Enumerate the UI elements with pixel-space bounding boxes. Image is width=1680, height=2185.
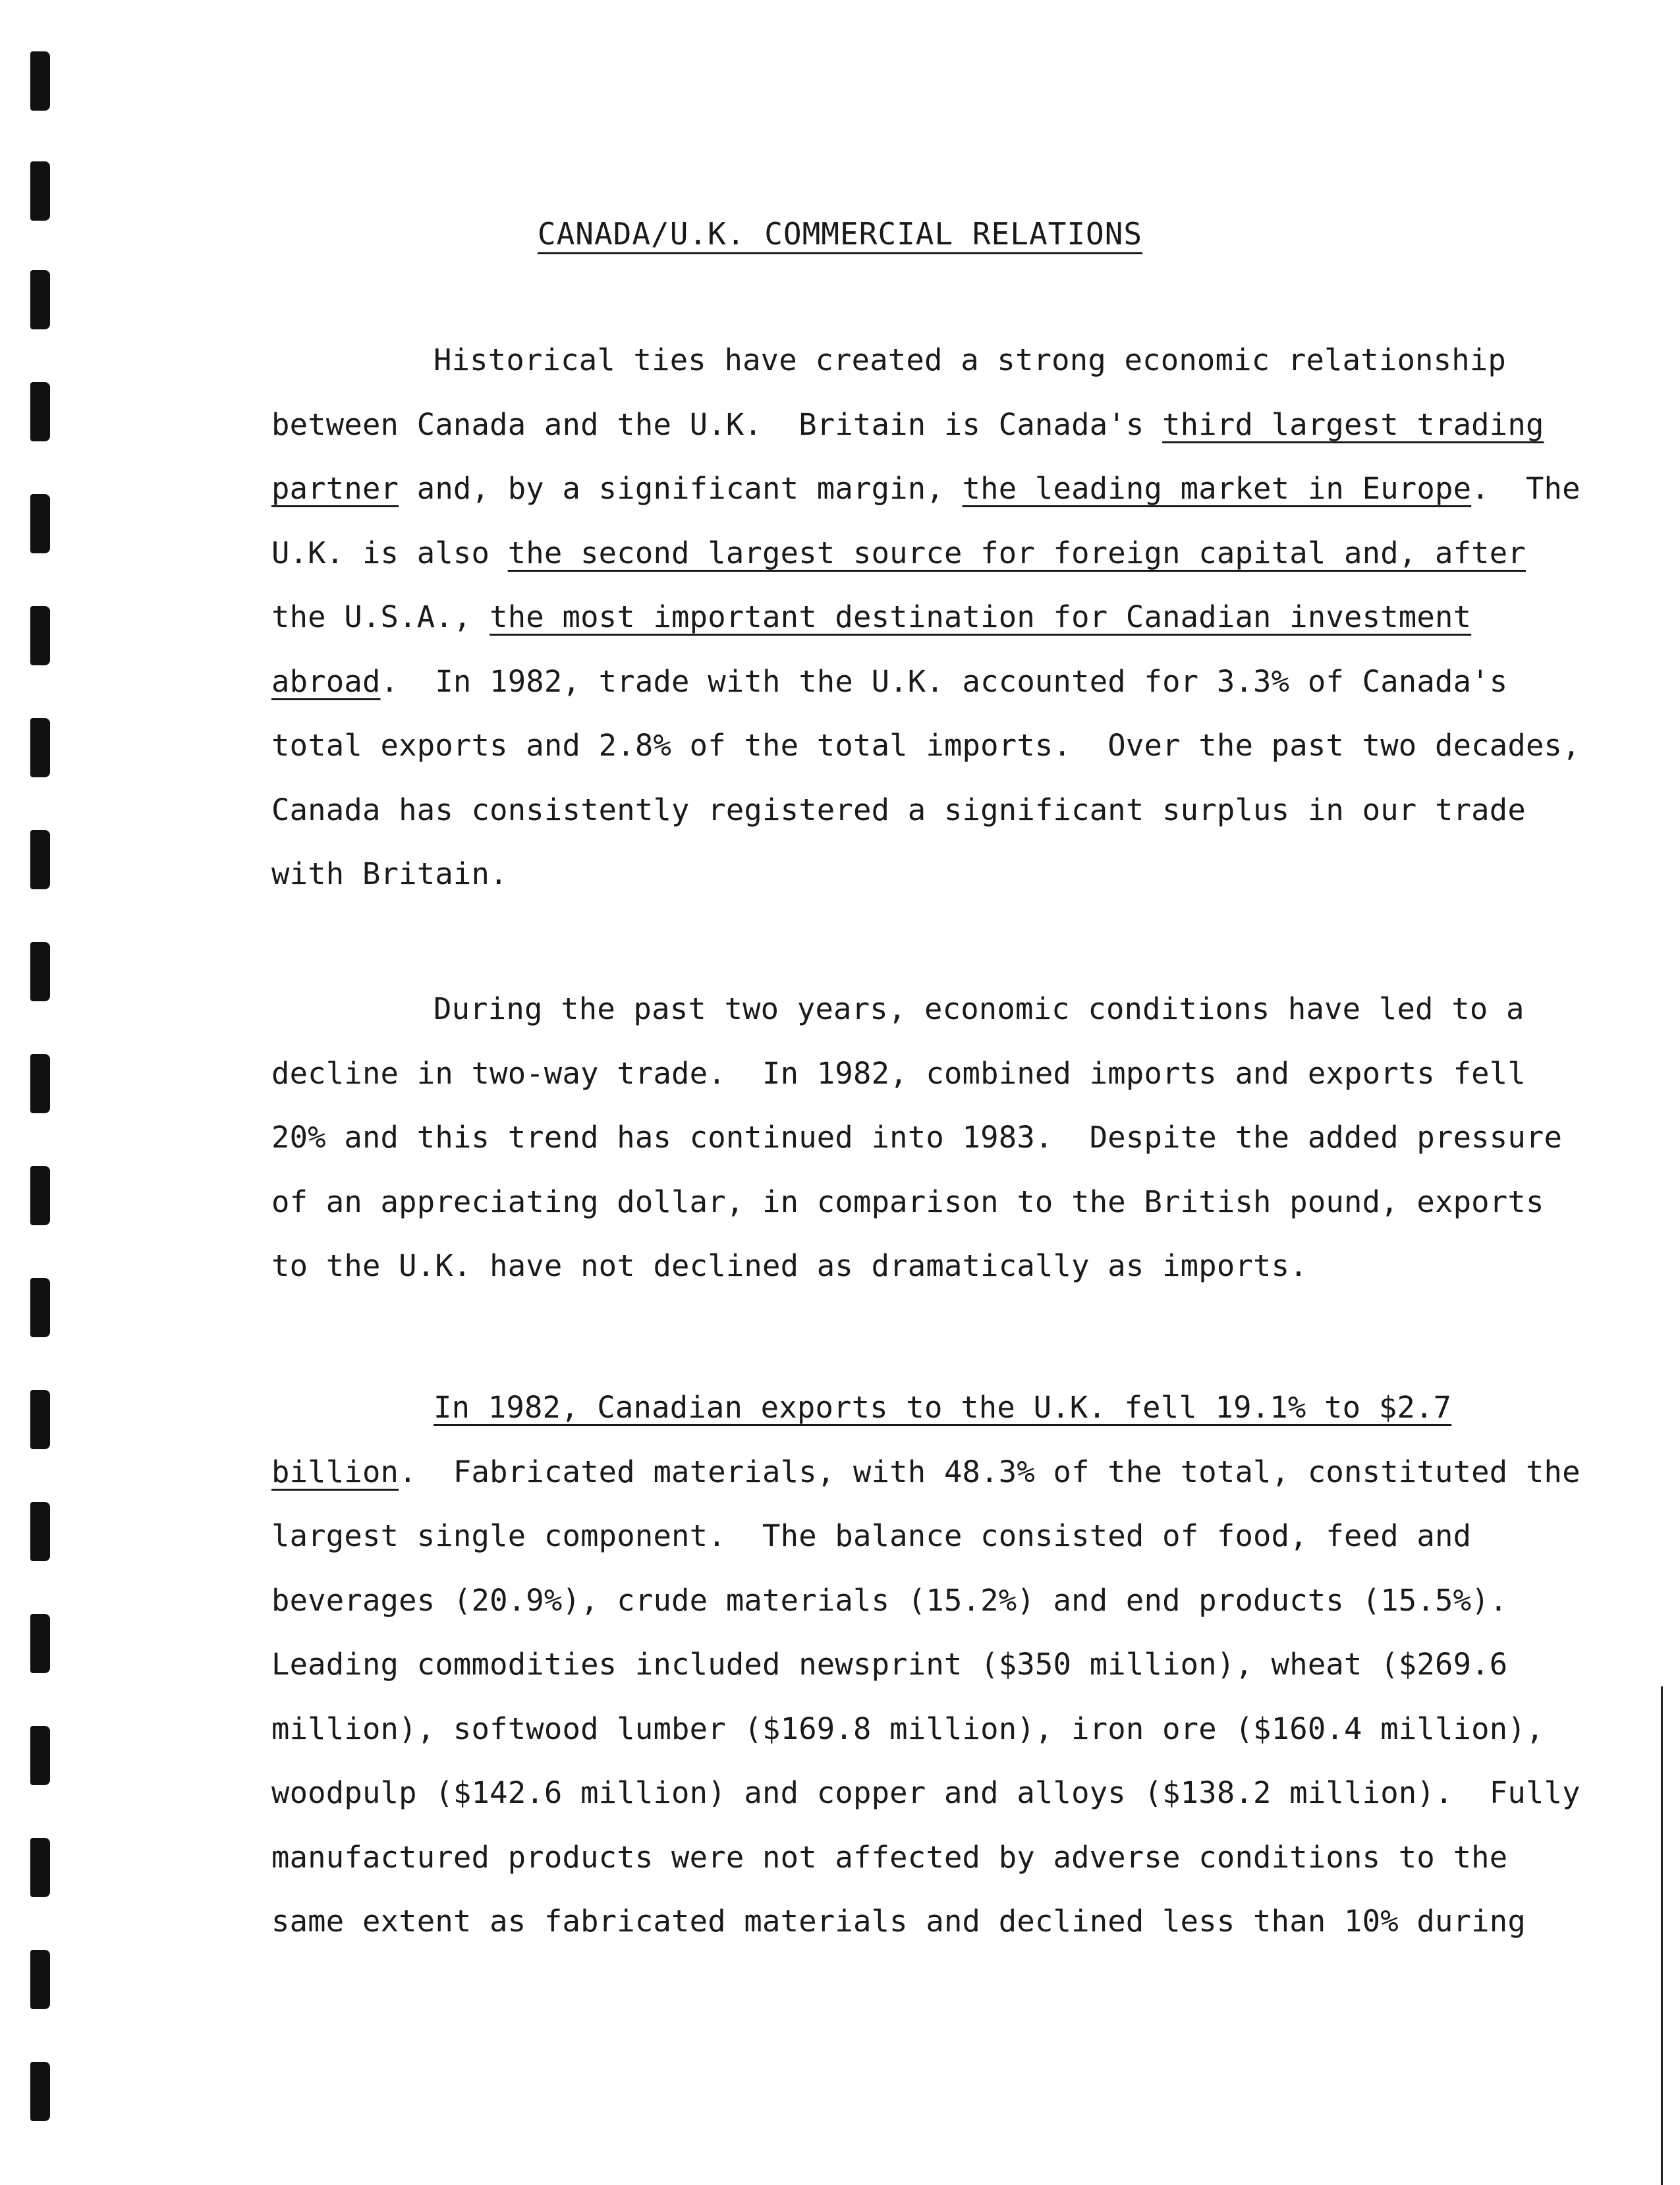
- text-run: . Fabricated materials, with 48.3% of the total, constituted the: [399, 1454, 1581, 1489]
- text-line: [271, 1711, 1544, 1746]
- text-run: 20% and this trend has continued into 1983. Despite the added pressure: [271, 1120, 1563, 1155]
- binder-hole-mark: [30, 161, 50, 221]
- text-run: Historical ties have created a strong economic relationship: [434, 343, 1507, 377]
- binder-hole-mark: [30, 1726, 50, 1785]
- binder-hole-mark: [30, 1054, 50, 1113]
- binder-hole-mark: [30, 1390, 50, 1449]
- binder-hole-mark: [30, 1502, 50, 1561]
- text-line: [271, 1647, 1507, 1682]
- text-run: manufactured products were not affected by adverse conditions to the: [271, 1839, 1508, 1875]
- binder-hole-mark: [30, 1614, 50, 1673]
- text-line: [271, 1056, 1526, 1091]
- text-run: . The: [1471, 471, 1581, 506]
- text-run: largest single component. The balance consisted of food, feed and: [271, 1518, 1472, 1553]
- page-edge-shadow: [1661, 1686, 1663, 2185]
- binder-hole-mark: [30, 1278, 50, 1337]
- binder-hole-mark: [30, 1950, 50, 2009]
- text-line: [434, 1390, 1451, 1425]
- underlined-phrase: partner: [271, 471, 399, 506]
- text-run: Canada has consistently registered a significant surplus in our trade: [271, 792, 1526, 827]
- text-run: U.K. is also: [271, 535, 508, 570]
- text-line: [271, 1904, 1526, 1939]
- text-line: [271, 1248, 1308, 1283]
- text-run: million), softwood lumber ($169.8 million), iron ore ($160.4 million),: [271, 1711, 1544, 1746]
- binder-hole-mark: [30, 382, 50, 441]
- underlined-phrase: abroad: [271, 663, 381, 699]
- text-run: with Britain.: [271, 856, 508, 891]
- text-run: of an appreciating dollar, in comparison to the British pound, exports: [271, 1184, 1544, 1219]
- text-line: [271, 728, 1581, 763]
- text-run: same extent as fabricated materials and declined less than 10% during: [271, 1904, 1526, 1939]
- text-run: decline in two-way trade. In 1982, combined imports and exports fell: [271, 1055, 1526, 1091]
- text-line: [271, 1840, 1507, 1875]
- text-line: [271, 1454, 1581, 1489]
- text-line: [271, 407, 1544, 442]
- text-run: total exports and 2.8% of the total imports. Over the past two decades,: [271, 728, 1581, 763]
- binder-hole-mark: [30, 2062, 50, 2121]
- underlined-phrase: third largest trading: [1162, 406, 1544, 442]
- underlined-phrase: In 1982, Canadian exports to the U.K. fell 19.1% to $2.7: [434, 1390, 1452, 1425]
- binder-hole-mark: [30, 270, 50, 329]
- text-line: [271, 471, 1581, 506]
- binder-hole-strip: [30, 0, 54, 2185]
- binder-hole-mark: [30, 1166, 50, 1225]
- document-title: [0, 216, 1680, 252]
- binder-hole-mark: [30, 606, 50, 665]
- underlined-phrase: the second largest source for foreign capital and, after: [507, 535, 1526, 570]
- text-line: [271, 1583, 1507, 1618]
- text-line: [271, 792, 1526, 827]
- text-line: [271, 1120, 1562, 1155]
- text-line: [271, 1184, 1544, 1219]
- text-run: between Canada and the U.K. Britain is Canada's: [271, 406, 1163, 442]
- document-title-text: CANADA/U.K. COMMERCIAL RELATIONS: [537, 216, 1143, 252]
- binder-hole-mark: [30, 718, 50, 777]
- text-line: [271, 664, 1507, 699]
- text-line: [271, 1775, 1581, 1810]
- binder-hole-mark: [30, 51, 50, 111]
- text-run: . In 1982, trade with the U.K. accounted for 3.3% of Canada's: [380, 663, 1508, 699]
- binder-hole-mark: [30, 1838, 50, 1897]
- text-run: woodpulp ($142.6 million) and copper and alloys ($138.2 million). Fully: [271, 1775, 1581, 1810]
- text-run: beverages (20.9%), crude materials (15.2%) and end products (15.5%).: [271, 1582, 1508, 1618]
- text-line: [271, 856, 508, 891]
- text-run: and, by a significant margin,: [399, 471, 963, 506]
- text-run: to the U.K. have not declined as dramatically as imports.: [271, 1248, 1308, 1283]
- binder-hole-mark: [30, 942, 50, 1001]
- text-line: [271, 536, 1526, 570]
- text-line: [434, 991, 1525, 1026]
- underlined-phrase: the most important destination for Canadian investment: [490, 599, 1472, 634]
- text-line: [271, 599, 1471, 634]
- binder-hole-mark: [30, 494, 50, 553]
- text-line: [271, 1518, 1471, 1553]
- underlined-phrase: the leading market in Europe: [962, 471, 1472, 506]
- text-line: [434, 343, 1506, 377]
- text-run: During the past two years, economic conditions have led to a: [434, 991, 1525, 1026]
- text-run: Leading commodities included newsprint ($350 million), wheat ($269.6: [271, 1647, 1508, 1682]
- text-run: the U.S.A.,: [271, 599, 490, 634]
- underlined-phrase: billion: [271, 1454, 399, 1489]
- binder-hole-mark: [30, 830, 50, 889]
